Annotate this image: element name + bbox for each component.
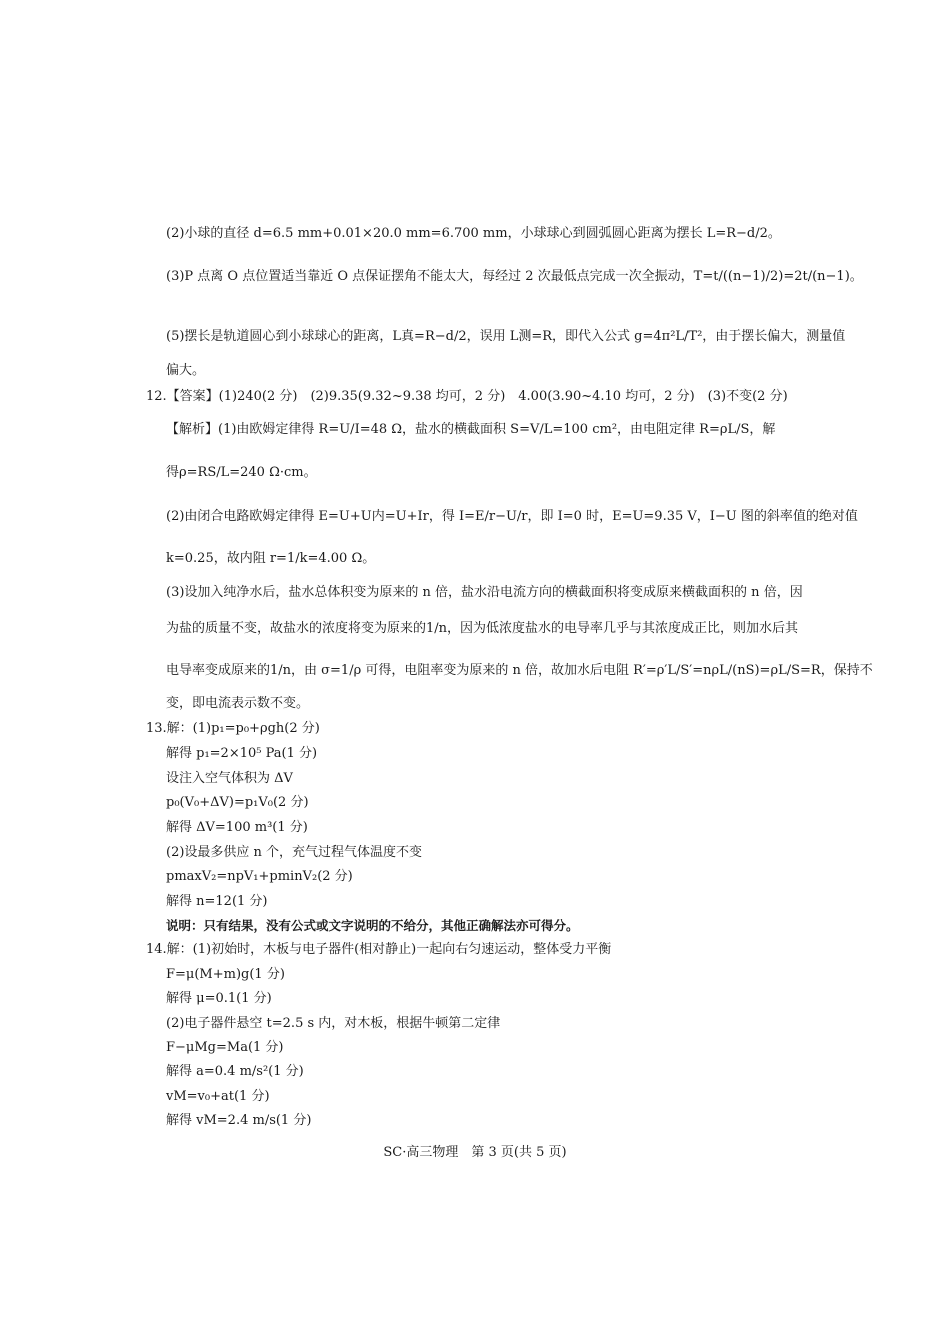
q12-analysis-1a: 【解析】(1)由欧姆定律得 R=U/I=48 Ω，盐水的横截面积 S=V/L=100 cm²，由电阻定律 R=ρL/S，解 [166, 422, 776, 437]
q14-step-7: vM=v₀+at(1 分) [166, 1089, 270, 1104]
q12-answer: 12.【答案】(1)240(2 分) (2)9.35(9.32~9.38 均可，2 分) 4.00(3.90~4.10 均可，2 分) (3)不变(2 分) [146, 389, 788, 404]
q12-analysis-3c: 电导率变成原来的1/n，由 σ=1/ρ 可得，电阻率变为原来的 n 倍，故加水后电阻 R′=ρ′L/S′=nρL/(nS)=ρL/S=R，保持不 [166, 663, 873, 678]
page-footer: SC·高三物理 第 3 页(共 5 页) [383, 1145, 567, 1160]
q13-step-1: 13.解：(1)p₁=p₀+ρgh(2 分) [146, 721, 320, 736]
q13-step-3: 设注入空气体积为 ΔV [166, 771, 293, 786]
q13-step-4: p₀(V₀+ΔV)=p₁V₀(2 分) [166, 795, 309, 810]
q13-step-2: 解得 p₁=2×10⁵ Pa(1 分) [166, 746, 318, 761]
q12-analysis-2a: (2)由闭合电路欧姆定律得 E=U+U内=U+Ir，得 I=E/r−U/r，即 I=0 时，E=U=9.35 V，I−U 图的斜率值的绝对值 [166, 509, 858, 524]
q13-step-6: (2)设最多供应 n 个，充气过程气体温度不变 [166, 845, 423, 860]
line-pendulum-length: (5)摆长是轨道圆心到小球球心的距离，L真=R−d/2，误用 L测=R，即代入公式 g=4π²L/T²，由于摆长偏大，测量值 [166, 329, 846, 344]
q14-step-6: 解得 a=0.4 m/s²(1 分) [166, 1064, 304, 1079]
q12-analysis-1b: 得ρ=RS/L=240 Ω·cm。 [166, 465, 317, 480]
q14-step-3: 解得 μ=0.1(1 分) [166, 991, 272, 1006]
line-ball-diameter: (2)小球的直径 d=6.5 mm+0.01×20.0 mm=6.700 mm，小球球心到圆弧圆心距离为摆长 L=R−d/2。 [166, 226, 781, 241]
q14-step-2: F=μ(M+m)g(1 分) [166, 967, 285, 982]
q14-step-4: (2)电子器件悬空 t=2.5 s 内，对木板，根据牛顿第二定律 [166, 1016, 501, 1031]
q13-step-7: pmaxV₂=npV₁+pminV₂(2 分) [166, 869, 353, 884]
q12-analysis-3a: (3)设加入纯净水后，盐水总体积变为原来的 n 倍，盐水沿电流方向的横截面积将变成原来横截面积的 n 倍，因 [166, 585, 803, 600]
q14-step-5: F−μMg=Ma(1 分) [166, 1040, 284, 1055]
q13-step-8: 解得 n=12(1 分) [166, 894, 268, 909]
q13-step-5: 解得 ΔV=100 m³(1 分) [166, 820, 308, 835]
line-pendulum-conclusion: 偏大。 [166, 363, 206, 378]
q12-analysis-3b: 为盐的质量不变，故盐水的浓度将变为原来的1/n，因为低浓度盐水的电导率几乎与其浓度成正比，则加水后其 [166, 621, 799, 636]
line-period: (3)P 点离 O 点位置适当靠近 O 点保证摆角不能太大，每经过 2 次最低点完成一次全振动，T=t/((n−1)/2)=2t/(n−1)。 [166, 269, 863, 284]
q12-analysis-2b: k=0.25，故内阻 r=1/k=4.00 Ω。 [166, 551, 376, 566]
q14-step-1: 14.解：(1)初始时，木板与电子器件(相对静止)一起向右匀速运动，整体受力平衡 [146, 942, 612, 957]
q13-note: 说明：只有结果，没有公式或文字说明的不给分，其他正确解法亦可得分。 [166, 918, 579, 933]
q14-step-8: 解得 vM=2.4 m/s(1 分) [166, 1113, 312, 1128]
q12-analysis-3d: 变，即电流表示数不变。 [166, 696, 310, 711]
